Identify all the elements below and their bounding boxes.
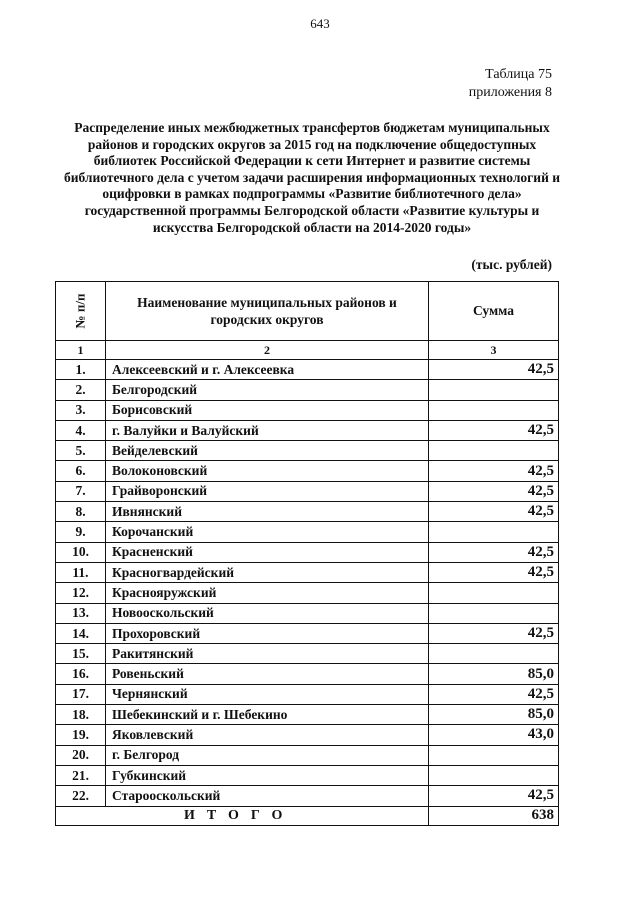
table-row — [56, 603, 559, 623]
column-index-2: 2 — [106, 341, 429, 360]
transfers-table — [55, 281, 559, 826]
header-sum: Сумма — [429, 282, 559, 341]
row-number: 13. — [56, 603, 106, 623]
header-name: Наименование муниципальных районов и городских округов — [106, 282, 429, 341]
row-sum — [429, 644, 559, 664]
row-name: Волоконовский — [106, 461, 429, 481]
row-number: 17. — [56, 684, 106, 704]
row-sum — [429, 583, 559, 603]
row-name: Прохоровский — [106, 623, 429, 643]
row-sum — [429, 603, 559, 623]
row-name: Грайворонский — [106, 481, 429, 501]
row-name: Чернянский — [106, 684, 429, 704]
table-row — [56, 420, 559, 440]
row-name: Губкинский — [106, 765, 429, 785]
row-number: 3. — [56, 400, 106, 420]
table-row — [56, 745, 559, 765]
table-row — [56, 481, 559, 501]
column-index-3: 3 — [429, 341, 559, 360]
total-row — [56, 806, 559, 825]
table-row — [56, 380, 559, 400]
row-sum: 42,5 — [429, 562, 559, 582]
row-name: г. Валуйки и Валуйский — [106, 420, 429, 440]
row-name: Яковлевский — [106, 725, 429, 745]
row-name: г. Белгород — [106, 745, 429, 765]
row-name: Краснояружский — [106, 583, 429, 603]
row-number: 19. — [56, 725, 106, 745]
table-row — [56, 360, 559, 380]
row-number: 20. — [56, 745, 106, 765]
row-sum: 43,0 — [429, 725, 559, 745]
row-sum: 42,5 — [429, 542, 559, 562]
table-row — [56, 562, 559, 582]
table-row — [56, 583, 559, 603]
table-reference-line-1: Таблица 75 — [485, 67, 552, 82]
row-name: Вейделевский — [106, 441, 429, 461]
table-row — [56, 644, 559, 664]
row-sum: 42,5 — [429, 502, 559, 522]
row-number: 12. — [56, 583, 106, 603]
row-name: Новооскольский — [106, 603, 429, 623]
row-name: Старооскольский — [106, 786, 429, 806]
row-number: 11. — [56, 562, 106, 582]
row-number: 15. — [56, 644, 106, 664]
row-sum: 85,0 — [429, 705, 559, 725]
row-sum: 42,5 — [429, 481, 559, 501]
table-header-row — [56, 282, 559, 341]
table-row — [56, 461, 559, 481]
row-sum: 42,5 — [429, 684, 559, 704]
row-number: 7. — [56, 481, 106, 501]
table-row — [56, 441, 559, 461]
table-row — [56, 623, 559, 643]
row-number: 14. — [56, 623, 106, 643]
row-sum — [429, 380, 559, 400]
page-number: 643 — [310, 16, 330, 31]
total-label: ИТОГО — [56, 806, 429, 825]
row-sum: 42,5 — [429, 623, 559, 643]
table-row — [56, 542, 559, 562]
column-index-row — [56, 341, 559, 360]
row-name: Белгородский — [106, 380, 429, 400]
row-number: 16. — [56, 664, 106, 684]
table-row — [56, 684, 559, 704]
table-reference-line-2: приложения 8 — [468, 85, 552, 100]
row-number: 18. — [56, 705, 106, 725]
row-number: 22. — [56, 786, 106, 806]
table-row — [56, 522, 559, 542]
row-sum — [429, 400, 559, 420]
row-sum — [429, 745, 559, 765]
table-row — [56, 400, 559, 420]
row-name: Ивнянский — [106, 502, 429, 522]
total-sum: 638 — [429, 806, 559, 825]
row-sum: 42,5 — [429, 461, 559, 481]
table-reference — [469, 66, 552, 102]
table-row — [56, 786, 559, 806]
table-row — [56, 765, 559, 785]
row-sum: 42,5 — [429, 420, 559, 440]
row-number: 2. — [56, 380, 106, 400]
row-sum: 85,0 — [429, 664, 559, 684]
row-name: Шебекинский и г. Шебекино — [106, 705, 429, 725]
row-name: Алексеевский и г. Алексеевка — [106, 360, 429, 380]
table-row — [56, 725, 559, 745]
row-number: 21. — [56, 765, 106, 785]
row-number: 6. — [56, 461, 106, 481]
header-number-label: № п/п — [72, 293, 88, 329]
row-name: Ровеньский — [106, 664, 429, 684]
column-index-1: 1 — [56, 341, 106, 360]
table-row — [56, 664, 559, 684]
row-sum: 42,5 — [429, 786, 559, 806]
row-name: Корочанский — [106, 522, 429, 542]
document-title: Распределение иных межбюджетных трансфертов бюджетам муниципальных районов и городских округов за 2015 год на подключение общедоступных библиотек Российской Федерации к сети Интернет и развитие системы библиотечного дела с учетом задачи расширения информационных технологий и оцифровки в рамках подпрограммы «Развитие библиотечного дела» государственной программы Белгородской области «Развитие культуры и искусства Белгородской области на 2014-2020 годы» — [63, 120, 561, 235]
header-number — [56, 282, 106, 341]
row-number: 1. — [56, 360, 106, 380]
row-sum: 42,5 — [429, 360, 559, 380]
table-body — [56, 360, 559, 807]
row-sum — [429, 441, 559, 461]
units-label: (тыс. рублей) — [471, 257, 552, 272]
row-name: Ракитянский — [106, 644, 429, 664]
row-number: 4. — [56, 420, 106, 440]
row-number: 8. — [56, 502, 106, 522]
row-number: 5. — [56, 441, 106, 461]
row-number: 10. — [56, 542, 106, 562]
row-name: Борисовский — [106, 400, 429, 420]
row-name: Красненский — [106, 542, 429, 562]
row-name: Красногвардейский — [106, 562, 429, 582]
table-row — [56, 705, 559, 725]
row-sum — [429, 522, 559, 542]
table-row — [56, 502, 559, 522]
row-number: 9. — [56, 522, 106, 542]
row-sum — [429, 765, 559, 785]
